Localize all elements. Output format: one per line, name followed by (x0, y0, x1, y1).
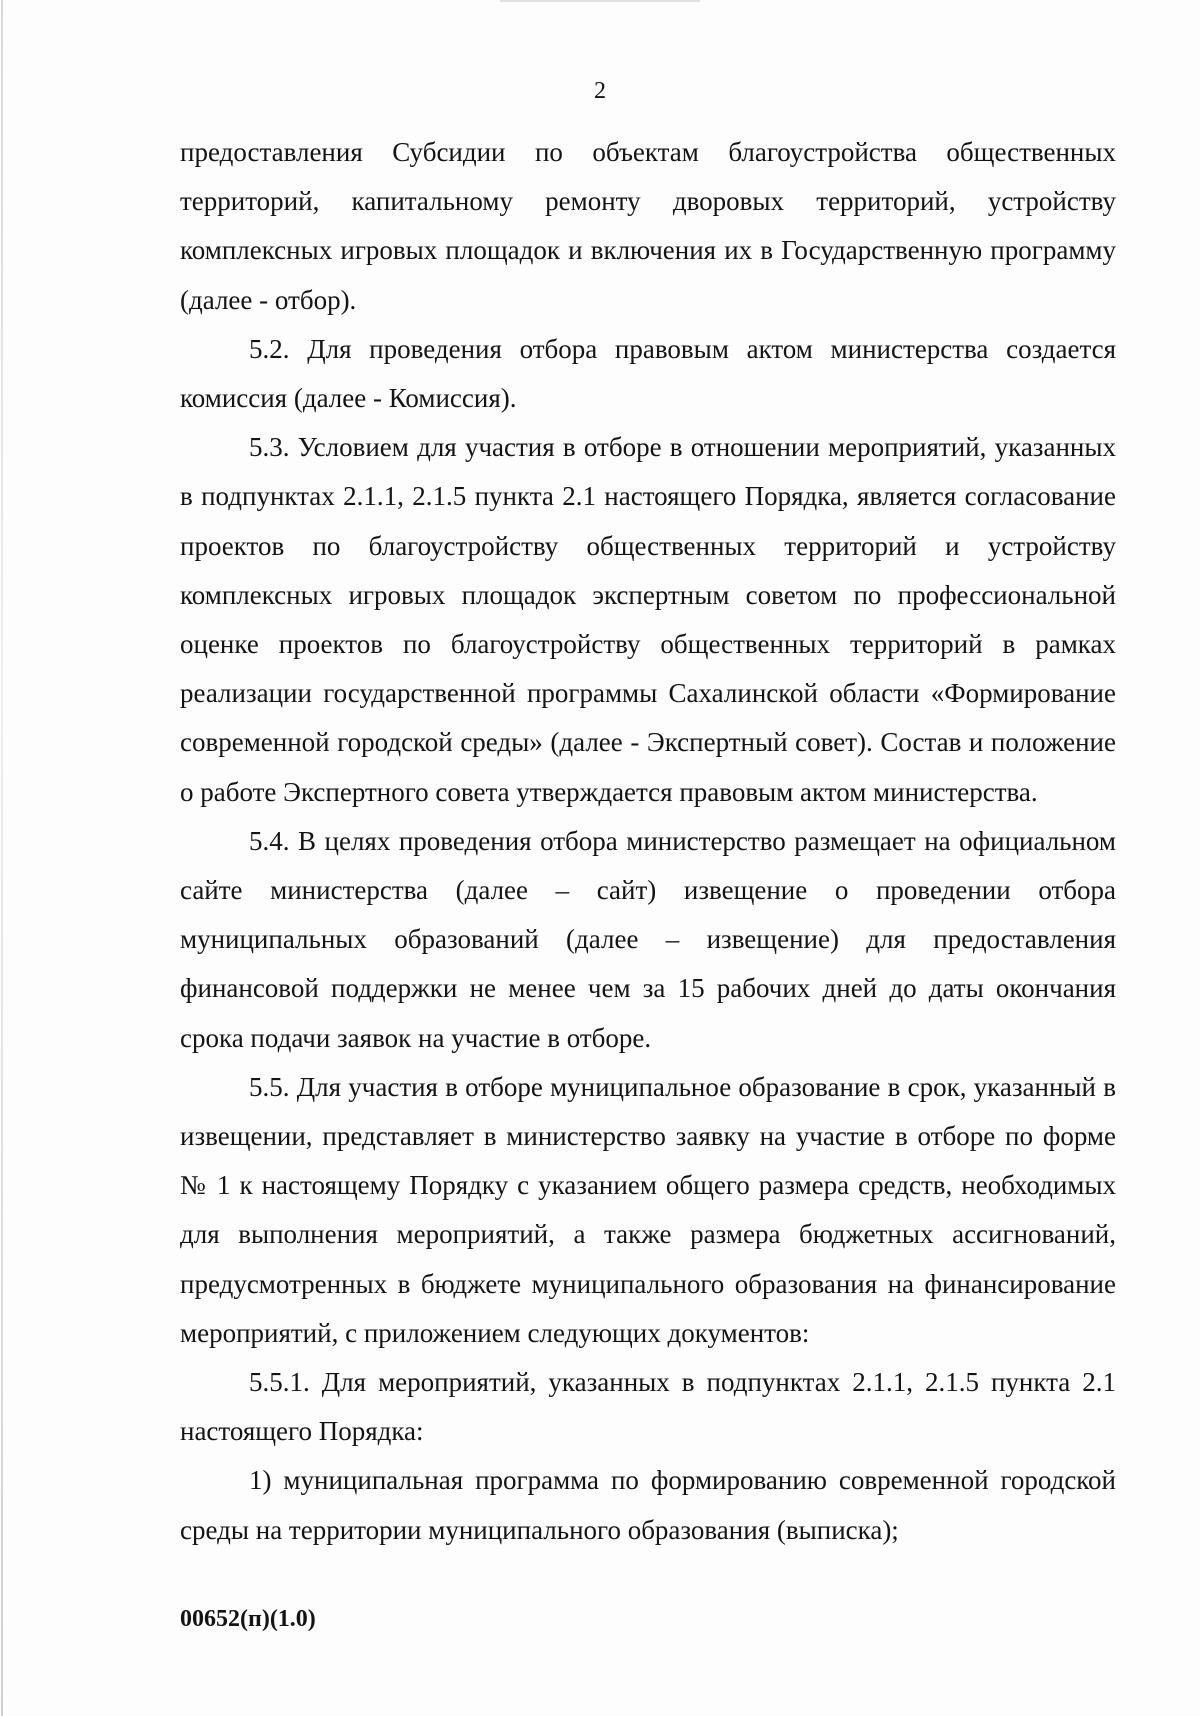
list-item-1: 1) муниципальная программа по формированию современной городской среды на территории муниципального образования (выписка); (180, 1465, 1116, 1545)
paragraph-5-5: 5.5. Для участия в отборе муниципальное образование в срок, указанный в извещении, представляет в министерство заявку на участие в отборе по форме № 1 к настоящему Порядку с указанием общего размера средств, необходимых для выполнения мероприятий, а также размера бюджетных ассигнований, предусмотренных в бюджете муниципального образования на финансирование мероприятий, с приложением следующих документов: (180, 1071, 1116, 1348)
paragraph-continuation: предоставления Субсидии по объектам благоустройства общественных территорий, капитальному ремонту дворовых территорий, устройству комплексных игровых площадок и включения их в Государственную программу (далее - отбор). (180, 137, 1116, 315)
document-code: 00652(п)(1.0) (180, 1606, 316, 1632)
paragraph-5-3: 5.3. Условием для участия в отборе в отношении мероприятий, указанных в подпунктах 2.1.1, 2.1.5 пункта 2.1 настоящего Порядка, является согласование проектов по благоустройству общественных территорий и устройству комплексных игровых площадок экспертным советом по профессиональной оценке проектов по благоустройству общественных территорий в рамках реализации государственной программы Сахалинской области «Формирование современной городской среды» (далее - Экспертный совет). Состав и положение о работе Экспертного совета утверждается правовым актом министерства. (180, 432, 1116, 807)
scan-edge-shadow (1, 0, 3, 1716)
page-number: 2 (594, 78, 606, 104)
document-body (180, 128, 1116, 1555)
paragraph-5-5-1: 5.5.1. Для мероприятий, указанных в подпунктах 2.1.1, 2.1.5 пункта 2.1 настоящего Порядка: (180, 1367, 1116, 1447)
paragraph-5-2: 5.2. Для проведения отбора правовым актом министерства создается комиссия (далее - Комиссия). (180, 333, 1116, 414)
scan-top-mark (500, 0, 700, 2)
paragraph-5-4: 5.4. В целях проведения отбора министерство размещает на официальном сайте министерства (далее – сайт) извещение о проведении отбора муниципальных образований (далее – извещение) для предоставления финансовой поддержки не менее чем за 15 рабочих дней до даты окончания срока подачи заявок на участие в отборе. (180, 825, 1116, 1053)
